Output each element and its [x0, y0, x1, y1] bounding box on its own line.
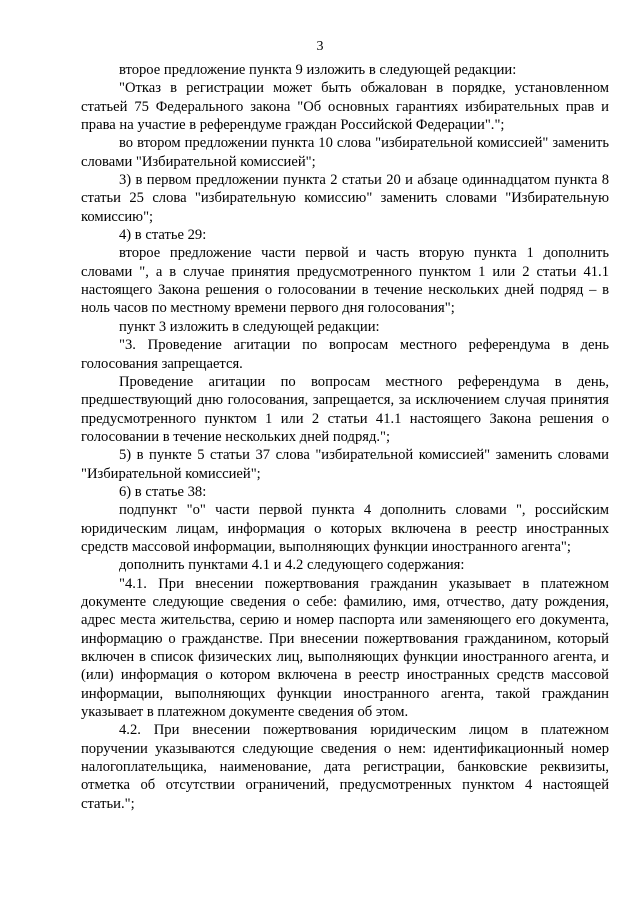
paragraph: "Отказ в регистрации может быть обжалован в порядке, установленном статьей 75 Федерального закона "Об основных гарантиях избирательных прав и права на участие в референдуме граждан Российской Федерации".";	[81, 80, 609, 134]
paragraph: второе предложение части первой и часть вторую пункта 1 дополнить словами ", а в случае принятия предусмотренного пунктом 1 или 2 статьи 41.1 настоящего Закона решения о голосовании в течение нескольких дней подряд – в ноль часов по местному времени первого дня голосования";	[81, 245, 609, 317]
paragraph: второе предложение пункта 9 изложить в следующей редакции:	[119, 62, 517, 78]
paragraph: 3) в первом предложении пункта 2 статьи 20 и абзаце одиннадцатом пункта 8 статьи 25 слова "избирательную комиссию" заменить словами "Избирательную комиссию";	[81, 172, 609, 225]
paragraph: Проведение агитации по вопросам местного референдума в день, предшествующий дню голосования, запрещается, за исключением случая принятия предусмотренного пунктом 1 или 2 статьи 41.1 настоящего Закона решения о голосовании в течение нескольких дней подряд.";	[81, 373, 609, 445]
paragraph: дополнить пунктами 4.1 и 4.2 следующего содержания:	[119, 557, 465, 574]
document-body	[81, 61, 609, 813]
paragraph: 6) в статье 38:	[119, 483, 207, 500]
paragraph: во втором предложении пункта 10 слова "избирательной комиссией" заменить словами "Избирательной комиссией";	[81, 135, 609, 170]
paragraph: 4) в статье 29:	[119, 227, 207, 244]
paragraph: подпункт "о" части первой пункта 4 дополнить словами ", российским юридическим лицам, информация о которых включена в реестр иностранных средств массовой информации, выполняющих функции иностранного агента";	[81, 502, 609, 555]
paragraph: пункт 3 изложить в следующей редакции:	[119, 318, 380, 335]
page-number: 3	[316, 39, 324, 54]
paragraph: "4.1. При внесении пожертвования гражданин указывает в платежном документе следующие сведения о себе: фамилию, имя, отчество, дату рождения, адрес места жительства, серию и номер паспорта или заменяющего его документа, информацию о гражданстве. При внесении пожертвования гражданином, который включен в список физических лиц, выполняющих функции иностранного агента, и (или) информация о котором включена в реестр иностранных средств массовой информации, выполняющих функции иностранного агента, такой гражданин указывает в платежном документе сведения об этом.	[81, 575, 609, 721]
paragraph: 5) в пункте 5 статьи 37 слова "избирательной комиссией" заменить словами "Избирательной комиссией";	[81, 447, 609, 482]
paragraph: 4.2. При внесении пожертвования юридическим лицом в платежном поручении указываются следующие сведения о нем: идентификационный номер налогоплательщика, наименование, дата регистрации, банковские реквизиты, отметка об отсутствии ограничений, предусмотренных пунктом 4 настоящей статьи.";	[81, 722, 609, 812]
paragraph: "3. Проведение агитации по вопросам местного референдума в день голосования запрещается.	[81, 337, 609, 372]
